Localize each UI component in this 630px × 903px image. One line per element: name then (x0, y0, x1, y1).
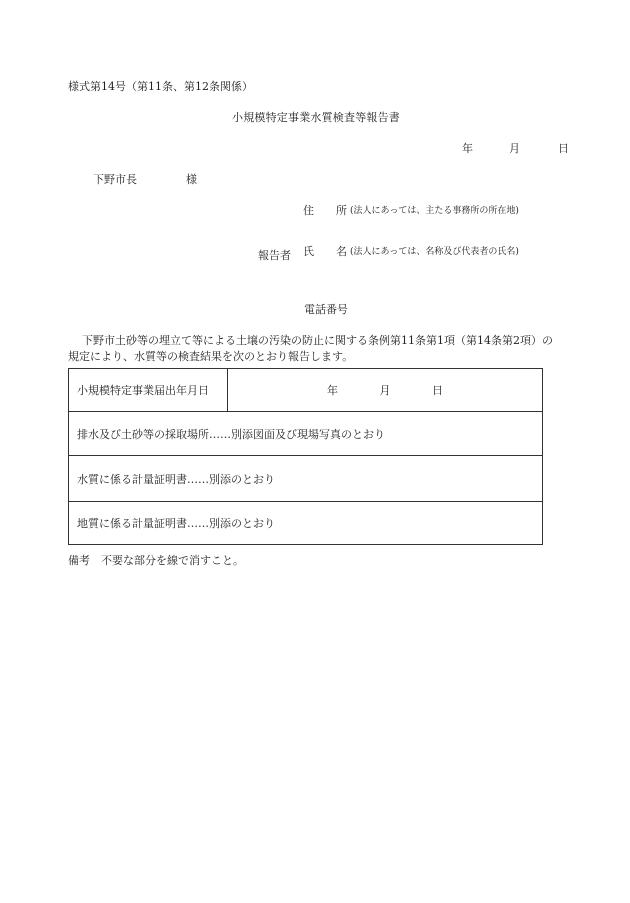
date-day-label: 日 (558, 142, 569, 155)
report-table (68, 368, 543, 545)
form-number: 様式第14号（第11条、第12条関係） (68, 80, 253, 93)
name-label: 氏 名 (303, 245, 347, 258)
date-year-label: 年 (462, 142, 473, 155)
table-row (69, 456, 543, 502)
soil-quality-certificate-row: 地質に係る計量証明書……別添のとおり (69, 502, 543, 545)
body-text-line2: 規定により、水質等の検査結果を次のとおり報告します。 (68, 350, 354, 363)
phone-label: 電話番号 (304, 303, 348, 316)
notification-date-day: 日 (432, 384, 443, 397)
notification-date-year: 年 (327, 384, 338, 397)
address-label: 住 所 (303, 204, 347, 217)
body-text-line1: 下野市土砂等の埋立て等による土壌の汚染の防止に関する条例第11条第1項（第14条第2項）の (82, 334, 553, 347)
addressee-honorific: 様 (186, 173, 197, 186)
notification-date-label: 小規模特定事業届出年月日 (69, 369, 228, 412)
addressee-name: 下野市長 (93, 173, 137, 186)
sampling-location-row: 排水及び土砂等の採取場所……別添図面及び現場写真のとおり (69, 412, 543, 456)
notification-date-month: 月 (379, 384, 391, 397)
address-note: (法人にあっては、主たる事務所の所在地) (350, 206, 519, 216)
date-month-label: 月 (509, 142, 520, 155)
table-row (69, 412, 543, 456)
notification-date-field (228, 369, 543, 412)
reporter-label: 報告者 (258, 249, 291, 262)
name-note: (法人にあっては、名称及び代表者の氏名) (350, 247, 519, 257)
table-row (69, 502, 543, 545)
remarks: 備考 不要な部分を線で消すこと。 (68, 554, 244, 567)
water-quality-certificate-row: 水質に係る計量証明書……別添のとおり (69, 456, 543, 502)
table-row (69, 369, 543, 412)
document-title: 小規模特定事業水質検査等報告書 (232, 111, 400, 124)
